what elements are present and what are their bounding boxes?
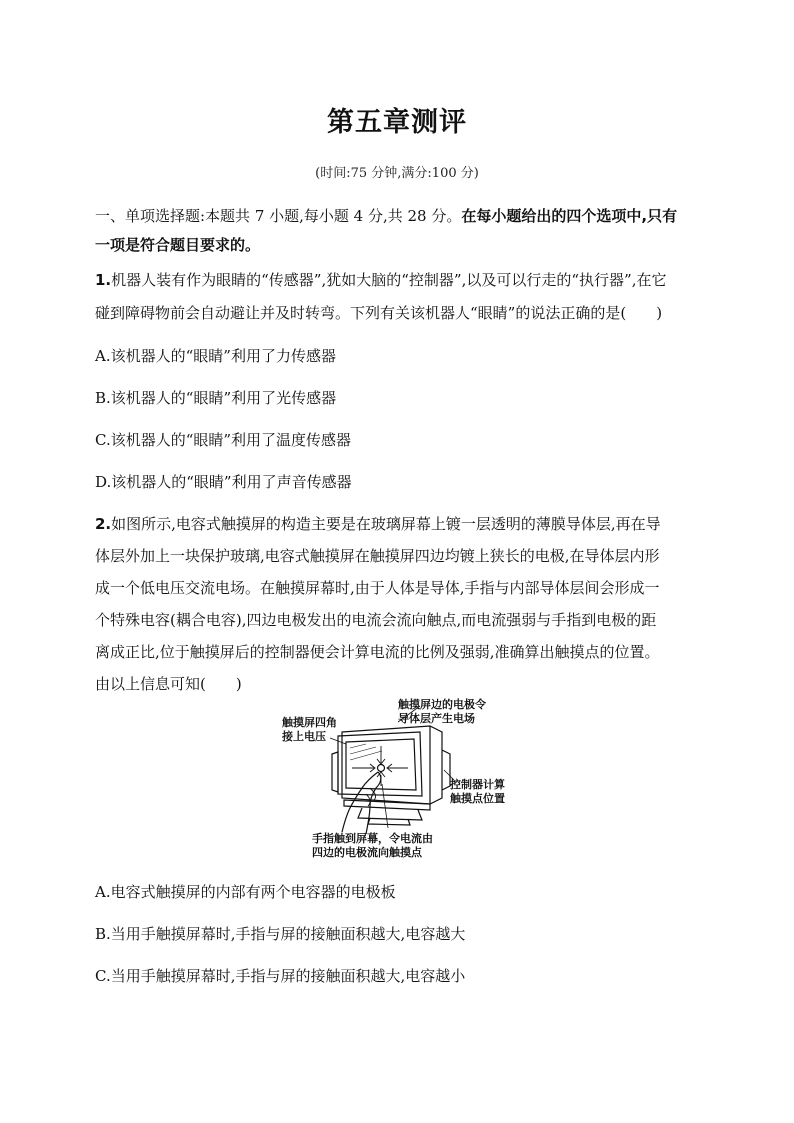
question-2-line-6: 由以上信息可知( ) <box>95 675 242 693</box>
figure-label-controller: 控制器计算 触摸点位置 <box>450 778 505 805</box>
question-1-option-c[interactable]: C.该机器人的“眼睛”利用了温度传感器 <box>95 431 352 449</box>
section-heading-line-1 <box>95 206 705 226</box>
question-1-number: 1. <box>95 271 112 289</box>
question-2-text-1: 如图所示,电容式触摸屏的构造主要是在玻璃屏幕上镀一层透明的薄膜导体层,再在导 <box>111 515 661 533</box>
question-2-option-b[interactable]: B.当用手触摸屏幕时,手指与屏的接触面积越大,电容越大 <box>95 925 466 943</box>
question-2-line-2: 体层外加上一块保护玻璃,电容式触摸屏在触摸屏四边均镀上狭长的电极,在导体层内形 <box>95 547 660 565</box>
question-1-option-d[interactable]: D.该机器人的“眼睛”利用了声音传感器 <box>95 473 352 491</box>
exam-info: (时间:75 分钟,满分:100 分) <box>315 166 479 181</box>
figure-label-corner-voltage: 触摸屏四角 接上电压 <box>282 716 337 743</box>
question-1-line-2: 碰到障碍物前会自动避让并及时转弯。下列有关该机器人“眼睛”的说法正确的是( ) <box>95 304 663 322</box>
question-2-number: 2. <box>95 515 112 533</box>
figure-label-finger-touch: 手指触到屏幕，令电流由 四边的电极流向触摸点 <box>312 832 433 859</box>
section-heading-line-2: 一项是符合题目要求的。 <box>95 236 261 254</box>
figure-label-electrode: 触摸屏边的电极令 导体层产生电场 <box>398 698 486 725</box>
question-2-option-c[interactable]: C.当用手触摸屏幕时,手指与屏的接触面积越大,电容越小 <box>95 967 466 985</box>
question-1-option-b[interactable]: B.该机器人的“眼睛”利用了光传感器 <box>95 389 337 407</box>
page-title: 第五章测评 <box>327 107 467 138</box>
question-2-line-1 <box>95 514 705 534</box>
question-2-line-5: 离成正比,位于触摸屏后的控制器便会计算电流的比例及强弱,准确算出触摸点的位置。 <box>95 643 660 661</box>
question-2-line-4: 个特殊电容(耦合电容),四边电极发出的电流会流向触点,而电流强弱与手指到电极的距 <box>95 611 657 629</box>
question-1-option-a[interactable]: A.该机器人的“眼睛”利用了力传感器 <box>95 347 336 365</box>
section-heading-part-a: 一、单项选择题:本题共 7 小题,每小题 4 分,共 28 分。 <box>95 207 462 225</box>
question-1-text-1: 机器人装有作为眼睛的“传感器”,犹如大脑的“控制器”,以及可以行走的“执行器”,在它 <box>111 271 667 289</box>
touchscreen-figure <box>270 692 530 864</box>
question-2-line-3: 成一个低电压交流电场。在触摸屏幕时,由于人体是导体,手指与内部导体层间会形成一 <box>95 579 660 597</box>
question-1-line-1 <box>95 270 705 290</box>
section-heading-part-b: 在每小题给出的四个选项中,只有 <box>461 207 678 225</box>
question-2-option-a[interactable]: A.电容式触摸屏的内部有两个电容器的电极板 <box>95 883 396 901</box>
